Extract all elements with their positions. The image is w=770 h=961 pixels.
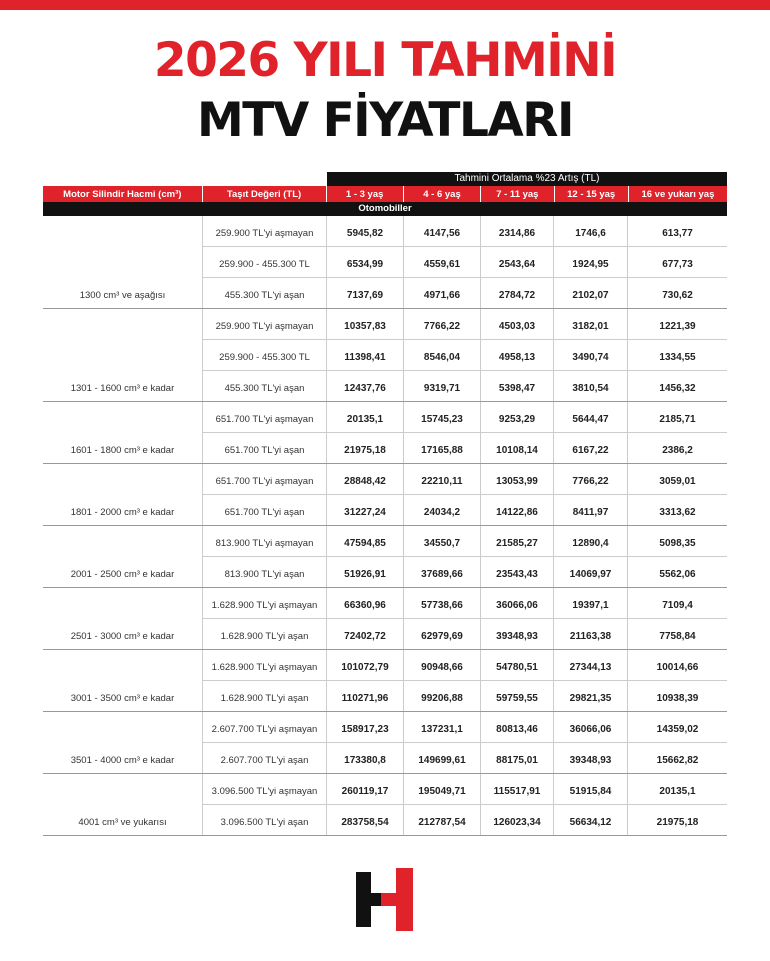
tax-amount-cell: 10108,14	[481, 433, 554, 463]
tax-amount-cell: 6167,22	[554, 433, 628, 463]
tax-amount-cell: 283758,54	[327, 805, 404, 835]
vehicle-value-cell: 2.607.700 TL'yi aşmayan	[203, 712, 327, 742]
tax-amount-cell: 37689,66	[404, 557, 481, 587]
title-line-1: 2026 YILI TAHMİNİ	[153, 33, 617, 88]
tax-amount-cell: 677,73	[662, 259, 693, 270]
tax-amount-cell: 11398,41	[327, 340, 404, 370]
tax-amount-cell: 36066,06	[554, 712, 628, 742]
tax-amount-cell: 90948,66	[404, 650, 481, 680]
tax-amount-cell: 5398,47	[481, 371, 554, 401]
tax-amount-cell: 6534,99	[327, 247, 404, 277]
col-age4-header: 12 - 15 yaş	[555, 186, 629, 202]
table-row	[203, 619, 727, 649]
tax-amount-cell: 126023,34	[481, 805, 554, 835]
tax-amount-cell: 2314,86	[481, 216, 554, 246]
table-row	[203, 743, 727, 773]
mtv-table	[43, 172, 727, 836]
tax-amount-cell: 1746,6	[554, 216, 628, 246]
tax-amount-cell: 13053,99	[481, 464, 554, 494]
table-row	[203, 774, 727, 805]
tax-amount-cell: 22210,11	[404, 464, 481, 494]
tax-amount-cell: 101072,79	[327, 650, 404, 680]
engine-group	[43, 216, 727, 309]
vehicle-value-cell: 1.628.900 TL'yi aşmayan	[203, 588, 327, 618]
vehicle-value-cell: 1.628.900 TL'yi aşmayan	[203, 650, 327, 680]
tax-amount-cell: 24034,2	[404, 495, 481, 525]
table-row	[203, 588, 727, 619]
table-row	[203, 278, 727, 308]
vehicle-value-cell: 1.628.900 TL'yi aşan	[203, 681, 327, 711]
col-age5-header: 16 ve yukarı yaş	[641, 188, 715, 200]
tax-amount-cell: 39348,93	[554, 743, 628, 773]
engine-class-cell: 1301 - 1600 cm³ e kadar	[43, 309, 203, 401]
table-row	[203, 216, 727, 247]
tax-amount-cell: 9253,29	[481, 402, 554, 432]
tax-amount-cell: 28848,42	[327, 464, 404, 494]
tax-amount-cell: 20135,1	[327, 402, 404, 432]
tax-amount-cell: 173380,8	[327, 743, 404, 773]
tax-amount-cell: 8546,04	[404, 340, 481, 370]
vehicle-value-cell: 2.607.700 TL'yi aşan	[203, 743, 327, 773]
tax-amount-cell: 10938,39	[656, 693, 699, 704]
tax-amount-cell: 14359,02	[656, 724, 699, 735]
col-age3-header: 7 - 11 yaş	[481, 186, 554, 202]
tax-amount-cell: 7766,22	[404, 309, 481, 339]
tax-amount-cell: 2386,2	[662, 445, 693, 456]
increase-header-row	[43, 172, 727, 186]
engine-class-cell: 3501 - 4000 cm³ e kadar	[43, 712, 203, 773]
vehicle-value-cell: 651.700 TL'yi aşmayan	[203, 402, 327, 432]
col-age1-header: 1 - 3 yaş	[327, 186, 404, 202]
tax-amount-cell: 195049,71	[404, 774, 481, 804]
tax-amount-cell: 34550,7	[404, 526, 481, 556]
tax-amount-cell: 54780,51	[481, 650, 554, 680]
tax-amount-cell: 7766,22	[554, 464, 628, 494]
col-engine-header: Motor Silindir Hacmi (cm³)	[43, 186, 203, 202]
tax-amount-cell: 137231,1	[404, 712, 481, 742]
tax-amount-cell: 2185,71	[659, 414, 696, 425]
tax-amount-cell: 62979,69	[404, 619, 481, 649]
engine-group	[43, 650, 727, 712]
tax-amount-cell: 20135,1	[659, 786, 696, 797]
vehicle-value-cell: 1.628.900 TL'yi aşan	[203, 619, 327, 649]
engine-class-cell: 4001 cm³ ve yukarısı	[43, 774, 203, 835]
col-age2-header: 4 - 6 yaş	[404, 186, 481, 202]
tax-amount-cell: 1221,39	[659, 321, 696, 332]
table-row	[203, 464, 727, 495]
tax-amount-cell: 21585,27	[481, 526, 554, 556]
tax-amount-cell: 2784,72	[481, 278, 554, 308]
tax-amount-cell: 5562,06	[659, 569, 696, 580]
tax-amount-cell: 2102,07	[554, 278, 628, 308]
tax-amount-cell: 4958,13	[481, 340, 554, 370]
tax-amount-cell: 51915,84	[554, 774, 628, 804]
tax-amount-cell: 59759,55	[481, 681, 554, 711]
tax-amount-cell: 21163,38	[554, 619, 628, 649]
engine-group	[43, 464, 727, 526]
vehicle-value-cell: 651.700 TL'yi aşan	[203, 495, 327, 525]
tax-amount-cell: 613,77	[662, 228, 693, 239]
top-accent-bar	[0, 0, 770, 10]
tax-amount-cell: 5945,82	[327, 216, 404, 246]
engine-class-cell: 2501 - 3000 cm³ e kadar	[43, 588, 203, 649]
tax-amount-cell: 3810,54	[554, 371, 628, 401]
engine-group	[43, 309, 727, 402]
section-header: Otomobiller	[43, 202, 727, 216]
tax-amount-cell: 88175,01	[481, 743, 554, 773]
tax-amount-cell: 3059,01	[659, 476, 696, 487]
table-body	[43, 216, 727, 836]
table-row	[203, 557, 727, 587]
tax-amount-cell: 3313,62	[659, 507, 696, 518]
engine-class-cell: 1801 - 2000 cm³ e kadar	[43, 464, 203, 525]
table-row	[203, 309, 727, 340]
engine-class-cell: 3001 - 3500 cm³ e kadar	[43, 650, 203, 711]
tax-amount-cell: 4971,66	[404, 278, 481, 308]
increase-header: Tahmini Ortalama %23 Artış (TL)	[327, 172, 727, 186]
h-brand-logo-icon	[356, 868, 413, 931]
tax-amount-cell: 10014,66	[656, 662, 699, 673]
tax-amount-cell: 9319,71	[404, 371, 481, 401]
tax-amount-cell: 47594,85	[327, 526, 404, 556]
tax-amount-cell: 51926,91	[327, 557, 404, 587]
table-row	[203, 650, 727, 681]
engine-group	[43, 712, 727, 774]
table-row	[203, 371, 727, 401]
engine-group	[43, 526, 727, 588]
tax-amount-cell: 5098,35	[659, 538, 696, 549]
column-header-row	[43, 186, 727, 202]
tax-amount-cell: 15662,82	[656, 755, 699, 766]
engine-group	[43, 774, 727, 836]
tax-amount-cell: 2543,64	[481, 247, 554, 277]
tax-amount-cell: 4147,56	[404, 216, 481, 246]
tax-amount-cell: 149699,61	[404, 743, 481, 773]
tax-amount-cell: 31227,24	[327, 495, 404, 525]
engine-class-cell: 2001 - 2500 cm³ e kadar	[43, 526, 203, 587]
tax-amount-cell: 1334,55	[659, 352, 696, 363]
tax-amount-cell: 56634,12	[554, 805, 628, 835]
tax-amount-cell: 23543,43	[481, 557, 554, 587]
tax-amount-cell: 1924,95	[554, 247, 628, 277]
tax-amount-cell: 14122,86	[481, 495, 554, 525]
tax-amount-cell: 36066,06	[481, 588, 554, 618]
table-row	[203, 526, 727, 557]
vehicle-value-cell: 259.900 TL'yi aşmayan	[203, 216, 327, 246]
tax-amount-cell: 3182,01	[554, 309, 628, 339]
vehicle-value-cell: 455.300 TL'yi aşan	[203, 278, 327, 308]
tax-amount-cell: 72402,72	[327, 619, 404, 649]
tax-amount-cell: 4503,03	[481, 309, 554, 339]
vehicle-value-cell: 259.900 TL'yi aşmayan	[203, 309, 327, 339]
tax-amount-cell: 19397,1	[554, 588, 628, 618]
tax-amount-cell: 1456,32	[659, 383, 696, 394]
table-row	[203, 340, 727, 371]
tax-amount-cell: 39348,93	[481, 619, 554, 649]
table-row	[203, 805, 727, 835]
tax-amount-cell: 212787,54	[404, 805, 481, 835]
tax-amount-cell: 80813,46	[481, 712, 554, 742]
engine-group	[43, 588, 727, 650]
vehicle-value-cell: 813.900 TL'yi aşan	[203, 557, 327, 587]
col-value-header: Taşıt Değeri (TL)	[203, 186, 327, 202]
tax-amount-cell: 21975,18	[327, 433, 404, 463]
tax-amount-cell: 7758,84	[659, 631, 696, 642]
tax-amount-cell: 12890,4	[554, 526, 628, 556]
engine-class-cell: 1300 cm³ ve aşağısı	[43, 216, 203, 308]
table-row	[203, 247, 727, 278]
tax-amount-cell: 57738,66	[404, 588, 481, 618]
tax-amount-cell: 260119,17	[327, 774, 404, 804]
vehicle-value-cell: 259.900 - 455.300 TL	[203, 247, 327, 277]
tax-amount-cell: 5644,47	[554, 402, 628, 432]
table-row	[203, 402, 727, 433]
title-line-2: MTV FİYATLARI	[197, 93, 573, 148]
tax-amount-cell: 17165,88	[404, 433, 481, 463]
tax-amount-cell: 66360,96	[327, 588, 404, 618]
tax-amount-cell: 8411,97	[554, 495, 628, 525]
vehicle-value-cell: 3.096.500 TL'yi aşan	[203, 805, 327, 835]
tax-amount-cell: 21975,18	[656, 817, 699, 828]
vehicle-value-cell: 813.900 TL'yi aşmayan	[203, 526, 327, 556]
vehicle-value-cell: 651.700 TL'yi aşan	[203, 433, 327, 463]
vehicle-value-cell: 259.900 - 455.300 TL	[203, 340, 327, 370]
tax-amount-cell: 10357,83	[327, 309, 404, 339]
tax-amount-cell: 7137,69	[327, 278, 404, 308]
tax-amount-cell: 4559,61	[404, 247, 481, 277]
tax-amount-cell: 99206,88	[404, 681, 481, 711]
table-row	[203, 495, 727, 525]
vehicle-value-cell: 651.700 TL'yi aşmayan	[203, 464, 327, 494]
tax-amount-cell: 29821,35	[554, 681, 628, 711]
tax-amount-cell: 115517,91	[481, 774, 554, 804]
table-row	[203, 433, 727, 463]
table-row	[203, 712, 727, 743]
table-row	[203, 681, 727, 711]
tax-amount-cell: 730,62	[662, 290, 693, 301]
tax-amount-cell: 3490,74	[554, 340, 628, 370]
tax-amount-cell: 27344,13	[554, 650, 628, 680]
tax-amount-cell: 158917,23	[327, 712, 404, 742]
tax-amount-cell: 14069,97	[554, 557, 628, 587]
vehicle-value-cell: 455.300 TL'yi aşan	[203, 371, 327, 401]
engine-group	[43, 402, 727, 464]
tax-amount-cell: 15745,23	[404, 402, 481, 432]
vehicle-value-cell: 3.096.500 TL'yi aşmayan	[203, 774, 327, 804]
tax-amount-cell: 12437,76	[327, 371, 404, 401]
tax-amount-cell: 110271,96	[327, 681, 404, 711]
engine-class-cell: 1601 - 1800 cm³ e kadar	[43, 402, 203, 463]
tax-amount-cell: 7109,4	[662, 600, 693, 611]
